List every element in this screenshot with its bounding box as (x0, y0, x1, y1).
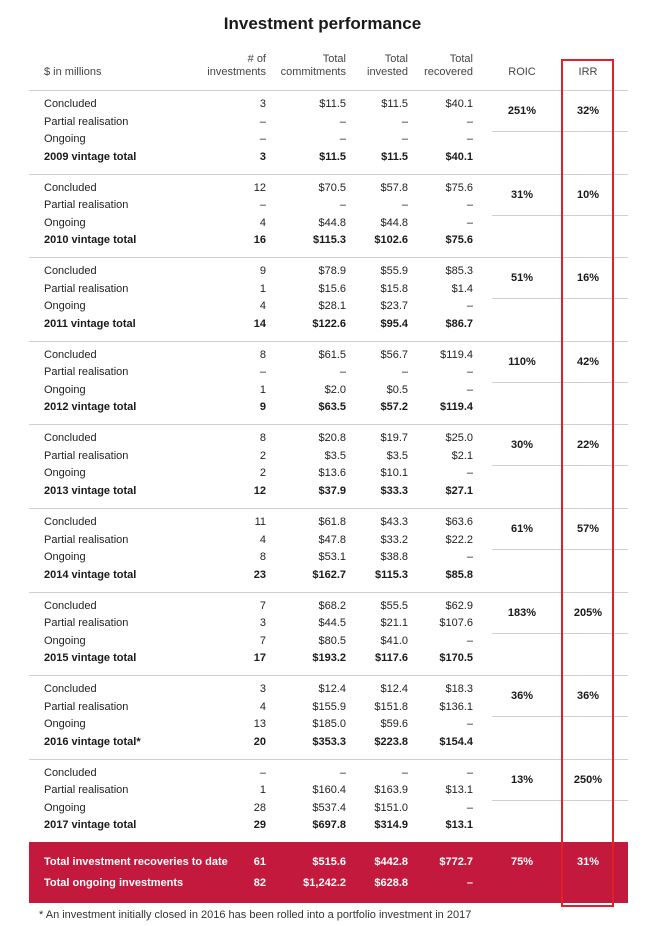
total-invested: $628.8 (374, 877, 408, 889)
cell-recovered: $18.3 (445, 683, 473, 695)
cell-num: 4 (259, 300, 266, 312)
cell-recovered: $40.1 (445, 151, 473, 163)
cell-commit: $115.3 (312, 234, 346, 246)
roic-value: 13% (510, 774, 534, 786)
cell-commit: $53.1 (318, 551, 346, 563)
cell-commit: $61.8 (318, 516, 346, 528)
irr-value: 42% (576, 356, 600, 368)
cell-recovered: – (466, 199, 473, 211)
vintage-total-label: 2012 vintage total (44, 401, 137, 413)
roic-value: 61% (510, 523, 534, 535)
cell-num: 4 (259, 701, 266, 713)
cell-num: – (259, 767, 266, 779)
cell-invested: $21.1 (380, 617, 408, 629)
row-label: Partial realisation (44, 450, 129, 462)
cell-recovered: $119.4 (439, 401, 473, 413)
cell-recovered: $2.1 (451, 450, 473, 462)
cell-num: – (259, 116, 266, 128)
row-label: Ongoing (44, 133, 86, 145)
cell-recovered: – (466, 133, 473, 145)
cell-num: – (259, 133, 266, 145)
cell-recovered: $119.4 (440, 349, 473, 361)
header-num-investments-2: investments (207, 66, 266, 78)
row-label: Ongoing (44, 467, 86, 479)
totals-bar (29, 842, 628, 903)
vintage-divider (29, 257, 628, 258)
cell-invested: $19.7 (380, 432, 408, 444)
cell-commit: $537.4 (312, 802, 346, 814)
vintage-divider (29, 424, 628, 425)
cell-invested: $151.8 (374, 701, 408, 713)
total-num: 82 (253, 877, 266, 889)
cell-commit: $697.8 (312, 819, 346, 831)
cell-num: 1 (259, 784, 266, 796)
roic-value: 251% (507, 105, 537, 117)
total-recovered: – (466, 877, 473, 889)
cell-invested: – (401, 199, 408, 211)
cell-num: 8 (259, 551, 266, 563)
total-roic: 75% (510, 856, 534, 868)
row-label: Concluded (44, 683, 97, 695)
cell-invested: $33.3 (380, 485, 408, 497)
cell-commit: – (339, 199, 346, 211)
cell-invested: $314.9 (374, 819, 408, 831)
cell-invested: $59.6 (380, 718, 408, 730)
cell-commit: $353.3 (312, 736, 346, 748)
cell-recovered: $40.1 (445, 98, 473, 110)
cell-num: – (259, 366, 266, 378)
cell-num: 7 (259, 635, 266, 647)
row-label: Ongoing (44, 551, 86, 563)
vintage-divider (29, 341, 628, 342)
cell-recovered: $75.6 (445, 182, 473, 194)
cell-commit: $122.6 (312, 318, 346, 330)
header-total-commitments-2: commitments (280, 66, 346, 78)
total-label: Total investment recoveries to date (44, 856, 228, 868)
cell-commit: $160.4 (312, 784, 346, 796)
cell-commit: $15.6 (318, 283, 346, 295)
cell-invested: $117.6 (374, 652, 408, 664)
total-num: 61 (253, 856, 266, 868)
cell-num: 12 (253, 182, 266, 194)
cell-num: 20 (253, 736, 266, 748)
vintage-divider (29, 675, 628, 676)
cell-num: 7 (259, 600, 266, 612)
cell-recovered: $75.6 (445, 234, 473, 246)
cell-recovered: – (466, 718, 473, 730)
cell-invested: $102.6 (374, 234, 408, 246)
irr-value: 205% (573, 607, 603, 619)
row-label: Ongoing (44, 300, 86, 312)
row-label: Ongoing (44, 802, 86, 814)
cell-commit: $185.0 (312, 718, 346, 730)
row-label: Concluded (44, 767, 97, 779)
vintage-divider (29, 174, 628, 175)
cell-num: 1 (259, 384, 266, 396)
cell-num: 16 (253, 234, 266, 246)
cell-num: 9 (259, 265, 266, 277)
cell-invested: – (401, 366, 408, 378)
roic-value: 183% (507, 607, 537, 619)
cell-num: 3 (259, 617, 266, 629)
cell-recovered: $85.3 (445, 265, 473, 277)
cell-invested: $33.2 (380, 534, 408, 546)
cell-invested: $15.8 (380, 283, 408, 295)
header-label: $ in millions (44, 66, 102, 78)
vintage-total-label: 2014 vintage total (44, 569, 137, 581)
cell-commit: $80.5 (318, 635, 346, 647)
cell-num: 28 (253, 802, 266, 814)
footnote: * An investment initially closed in 2016 has been rolled into a portfolio investment in 2017 (39, 909, 472, 921)
cell-num: 3 (259, 683, 266, 695)
cell-invested: $55.5 (380, 600, 408, 612)
cell-recovered: $13.1 (445, 819, 473, 831)
cell-invested: $38.8 (380, 551, 408, 563)
cell-recovered: $22.2 (445, 534, 473, 546)
cell-num: – (259, 199, 266, 211)
row-label: Concluded (44, 600, 97, 612)
cell-invested: $0.5 (386, 384, 408, 396)
irr-value: 22% (576, 439, 600, 451)
row-label: Concluded (44, 516, 97, 528)
cell-invested: $223.8 (374, 736, 408, 748)
vintage-total-label: 2017 vintage total (44, 819, 137, 831)
irr-value: 57% (576, 523, 600, 535)
cell-commit: $3.5 (324, 450, 346, 462)
header-total-recovered-1: Total (449, 53, 473, 65)
vintage-total-label: 2011 vintage total (44, 318, 136, 330)
cell-invested: $151.0 (374, 802, 408, 814)
row-label: Partial realisation (44, 116, 129, 128)
cell-commit: – (339, 116, 346, 128)
cell-num: 23 (253, 569, 266, 581)
cell-recovered: $25.0 (445, 432, 473, 444)
header-total-invested-1: Total (384, 53, 408, 65)
cell-commit: $20.8 (318, 432, 346, 444)
cell-num: 4 (259, 217, 266, 229)
cell-invested: $163.9 (374, 784, 408, 796)
cell-invested: $57.8 (380, 182, 408, 194)
cell-invested: $95.4 (380, 318, 408, 330)
cell-recovered: $85.8 (445, 569, 473, 581)
roic-value: 31% (510, 189, 534, 201)
cell-commit: $28.1 (318, 300, 346, 312)
vintage-total-label: 2015 vintage total (44, 652, 137, 664)
cell-commit: $78.9 (318, 265, 346, 277)
cell-commit: $63.5 (318, 401, 346, 413)
cell-num: 29 (253, 819, 266, 831)
cell-commit: $37.9 (318, 485, 346, 497)
cell-recovered: – (466, 384, 473, 396)
cell-num: 12 (253, 485, 266, 497)
irr-highlight-box (561, 59, 614, 907)
cell-invested: – (401, 767, 408, 779)
row-label: Concluded (44, 182, 97, 194)
roic-value: 51% (510, 272, 534, 284)
row-label: Ongoing (44, 217, 86, 229)
cell-invested: $43.3 (380, 516, 408, 528)
cell-recovered: $63.6 (445, 516, 473, 528)
cell-invested: $11.5 (381, 151, 408, 163)
cell-recovered: $154.4 (439, 736, 473, 748)
cell-num: 2 (259, 450, 266, 462)
cell-invested: $23.7 (380, 300, 408, 312)
row-label: Ongoing (44, 384, 86, 396)
cell-commit: – (339, 366, 346, 378)
irr-value: 10% (576, 189, 600, 201)
cell-recovered: – (466, 767, 473, 779)
row-label: Ongoing (44, 635, 86, 647)
cell-commit: $2.0 (324, 384, 346, 396)
cell-invested: $3.5 (386, 450, 408, 462)
cell-commit: – (339, 767, 346, 779)
cell-invested: $11.5 (381, 98, 408, 110)
vintage-total-label: 2013 vintage total (44, 485, 137, 497)
cell-num: 4 (259, 534, 266, 546)
cell-num: 1 (259, 283, 266, 295)
cell-num: 9 (259, 401, 266, 413)
cell-commit: $12.4 (318, 683, 346, 695)
roic-value: 30% (510, 439, 534, 451)
cell-recovered: $1.4 (451, 283, 473, 295)
cell-invested: $115.3 (374, 569, 408, 581)
total-recovered: $772.7 (439, 856, 473, 868)
cell-commit: $193.2 (312, 652, 346, 664)
cell-num: 8 (259, 349, 266, 361)
total-irr: 31% (576, 856, 600, 868)
cell-num: 11 (254, 516, 266, 528)
vintage-total-label: 2009 vintage total (44, 151, 137, 163)
cell-invested: $41.0 (380, 635, 408, 647)
cell-recovered: $86.7 (445, 318, 473, 330)
header-total-recovered-2: recovered (424, 66, 473, 78)
header-irr: IRR (578, 66, 598, 78)
cell-recovered: $27.1 (445, 485, 473, 497)
total-commit: $515.6 (312, 856, 346, 868)
page-title: Investment performance (223, 14, 422, 33)
cell-num: 17 (253, 652, 266, 664)
header-num-investments-1: # of (247, 53, 266, 65)
cell-invested: $57.2 (380, 401, 408, 413)
cell-num: 13 (253, 718, 266, 730)
row-label: Partial realisation (44, 617, 129, 629)
roic-value: 36% (510, 690, 534, 702)
cell-recovered: $62.9 (445, 600, 473, 612)
vintage-total-label: 2016 vintage total* (44, 736, 141, 748)
cell-recovered: $13.1 (445, 784, 473, 796)
cell-invested: $12.4 (380, 683, 408, 695)
cell-invested: – (401, 116, 408, 128)
irr-value: 36% (576, 690, 600, 702)
irr-value: 16% (576, 272, 600, 284)
cell-num: 8 (259, 432, 266, 444)
irr-value: 250% (573, 774, 603, 786)
header-total-commitments-1: Total (322, 53, 346, 65)
cell-commit: $70.5 (318, 182, 346, 194)
cell-commit: $155.9 (312, 701, 346, 713)
cell-recovered: – (466, 300, 473, 312)
cell-commit: $13.6 (318, 467, 346, 479)
row-label: Partial realisation (44, 784, 129, 796)
cell-commit: $44.8 (318, 217, 346, 229)
row-label: Ongoing (44, 718, 86, 730)
row-label: Concluded (44, 432, 97, 444)
vintage-divider (29, 508, 628, 509)
vintage-total-label: 2010 vintage total (44, 234, 137, 246)
row-label: Concluded (44, 98, 97, 110)
row-label: Partial realisation (44, 701, 129, 713)
cell-invested: $44.8 (380, 217, 408, 229)
cell-commit: $162.7 (312, 569, 346, 581)
cell-invested: – (401, 133, 408, 145)
cell-recovered: – (466, 635, 473, 647)
cell-recovered: – (466, 551, 473, 563)
total-commit: $1,242.2 (303, 877, 346, 889)
cell-num: 3 (259, 98, 266, 110)
cell-commit: $11.5 (319, 151, 346, 163)
vintage-divider (29, 592, 628, 593)
cell-commit: $47.8 (318, 534, 346, 546)
cell-commit: $11.5 (319, 98, 346, 110)
header-roic: ROIC (508, 66, 536, 78)
cell-recovered: $107.6 (439, 617, 473, 629)
cell-num: 14 (253, 318, 266, 330)
cell-commit: – (339, 133, 346, 145)
row-label: Partial realisation (44, 534, 129, 546)
cell-commit: $68.2 (318, 600, 346, 612)
row-label: Partial realisation (44, 199, 129, 211)
cell-recovered: – (466, 802, 473, 814)
irr-value: 32% (576, 105, 600, 117)
cell-invested: $55.9 (380, 265, 408, 277)
header-total-invested-2: invested (367, 66, 408, 78)
total-invested: $442.8 (374, 856, 408, 868)
row-label: Partial realisation (44, 283, 129, 295)
total-label: Total ongoing investments (44, 877, 184, 889)
cell-recovered: – (466, 217, 473, 229)
vintage-divider (29, 759, 628, 760)
cell-num: 3 (259, 151, 266, 163)
cell-commit: $61.5 (318, 349, 346, 361)
row-label: Partial realisation (44, 366, 129, 378)
row-label: Concluded (44, 349, 97, 361)
cell-recovered: $170.5 (439, 652, 473, 664)
cell-recovered: – (466, 366, 473, 378)
cell-invested: $10.1 (380, 467, 408, 479)
row-label: Concluded (44, 265, 97, 277)
cell-recovered: $136.1 (439, 701, 473, 713)
cell-num: 2 (259, 467, 266, 479)
table-top-rule (29, 90, 628, 91)
cell-recovered: – (466, 467, 473, 479)
cell-invested: $56.7 (380, 349, 408, 361)
roic-value: 110% (508, 356, 536, 368)
cell-commit: $44.5 (318, 617, 346, 629)
cell-recovered: – (466, 116, 473, 128)
